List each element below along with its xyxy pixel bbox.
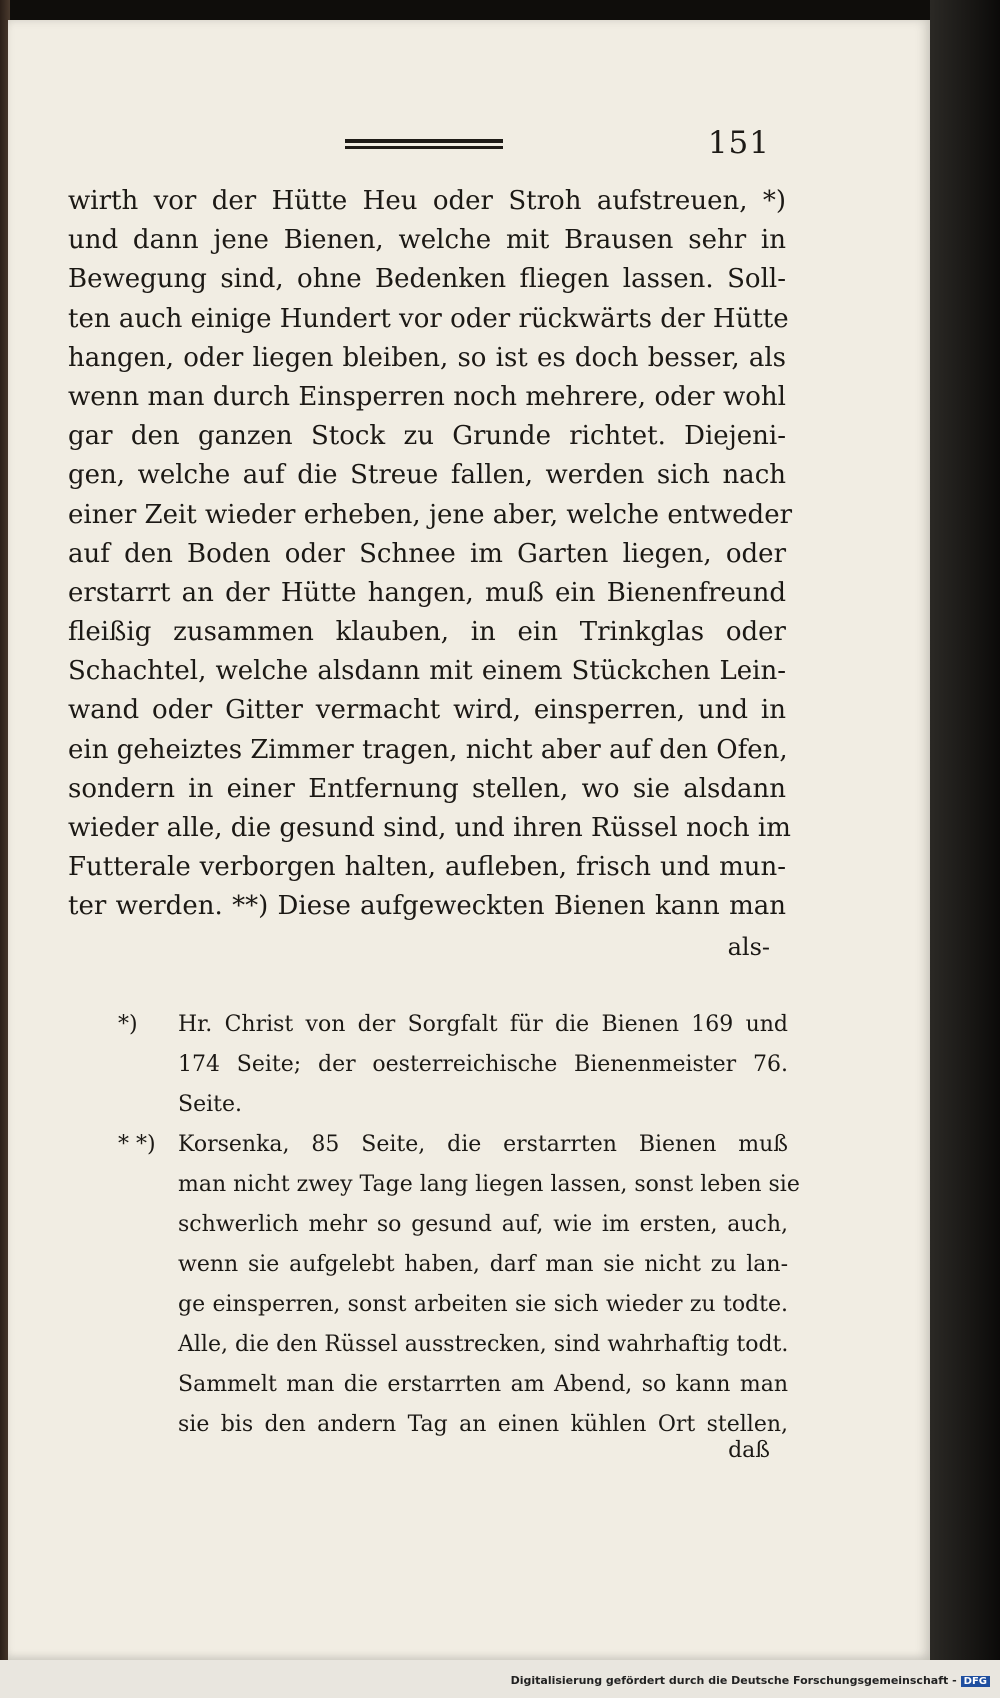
text-line: erstarrt an der Hütte hangen, muß ein Bienenfreund [68, 577, 786, 608]
text-line: ein geheiztes Zimmer tragen, nicht aber auf den Ofen, [68, 734, 788, 765]
footnote-line: Alle, die den Rüssel ausstrecken, sind wahrhaftig todt. [178, 1332, 789, 1357]
text-line: auf den Boden oder Schnee im Garten liegen, oder [68, 538, 786, 569]
footnote [118, 1125, 800, 1445]
text-line: wieder alle, die gesund sind, und ihren Rüssel noch im [68, 813, 791, 843]
text-line: ter werden. **) Diese aufgeweckten Bienen kann man [68, 891, 786, 922]
text-line: hangen, oder liegen bleiben, so ist es doch besser, als [68, 342, 786, 373]
footnote-line: man nicht zwey Tage lang liegen lassen, sonst leben sie [178, 1172, 800, 1197]
text-line: ten auch einige Hundert vor oder rückwärts der Hütte [68, 303, 789, 334]
text-line: sondern in einer Entfernung stellen, wo sie alsdann [68, 773, 786, 804]
text-line: Schachtel, welche alsdann mit einem Stückchen Lein- [68, 656, 786, 687]
footnote-marker: *) [118, 1012, 138, 1037]
scan-right-border [930, 0, 1000, 1698]
footnote-line: Sammelt man die erstarrten am Abend, so kann man [178, 1372, 788, 1397]
dfg-logo-badge: DFG [961, 1676, 990, 1687]
footnote-line: schwerlich mehr so gesund auf, wie im ersten, auch, [178, 1212, 788, 1237]
footnote-line: Seite. [178, 1092, 242, 1117]
text-line: wenn man durch Einsperren noch mehrere, oder wohl [68, 381, 786, 412]
footnote [118, 1005, 788, 1125]
text-line: wand oder Gitter vermacht wird, einsperren, und in [68, 695, 786, 726]
main-text-block [68, 182, 793, 927]
footnote-line: wenn sie aufgelebt haben, darf man sie nicht zu lan- [178, 1252, 788, 1277]
text-line: wirth vor der Hütte Heu oder Stroh aufstreuen, *) [68, 186, 786, 216]
page-number: 151 [707, 125, 770, 161]
catchword: als- [727, 933, 770, 961]
footnote-line: ge einsperren, sonst arbeiten sie sich wieder zu todte. [178, 1292, 788, 1317]
credit-text: Digitalisierung gefördert durch die Deutsche Forschungsgemeinschaft - [510, 1674, 957, 1687]
text-line: Bewegung sind, ohne Bedenken fliegen lassen. Soll- [68, 264, 786, 295]
scan-top-border [0, 0, 1000, 20]
footnotes-block [118, 1005, 800, 1445]
text-line: Futterale verborgen halten, aufleben, frisch und mun- [68, 852, 786, 883]
text-line: und dann jene Bienen, welche mit Brausen sehr in [68, 225, 786, 256]
footnote-line: Korsenka, 85 Seite, die erstarrten Bienen muß [178, 1132, 788, 1157]
text-line: fleißig zusammen klauben, in ein Trinkglas oder [68, 617, 786, 648]
footnote-marker: * *) [118, 1132, 156, 1157]
digitization-credit [511, 1674, 990, 1687]
text-line: einer Zeit wieder erheben, jene aber, welche entweder [68, 499, 793, 530]
footnote-line: 174 Seite; der oesterreichische Bienenmeister 76. [178, 1052, 788, 1077]
text-line: gen, welche auf die Streue fallen, werden sich nach [68, 460, 786, 491]
footnote-line: sie bis den andern Tag an einen kühlen Ort stellen, [178, 1412, 788, 1437]
footnote-line: Hr. Christ von der Sorgfalt für die Bienen 169 und [178, 1012, 788, 1037]
footnote-catchword: daß [728, 1438, 770, 1463]
text-line: gar den ganzen Stock zu Grunde richtet. Diejeni- [68, 421, 786, 452]
header-ornament-rule [345, 138, 503, 152]
